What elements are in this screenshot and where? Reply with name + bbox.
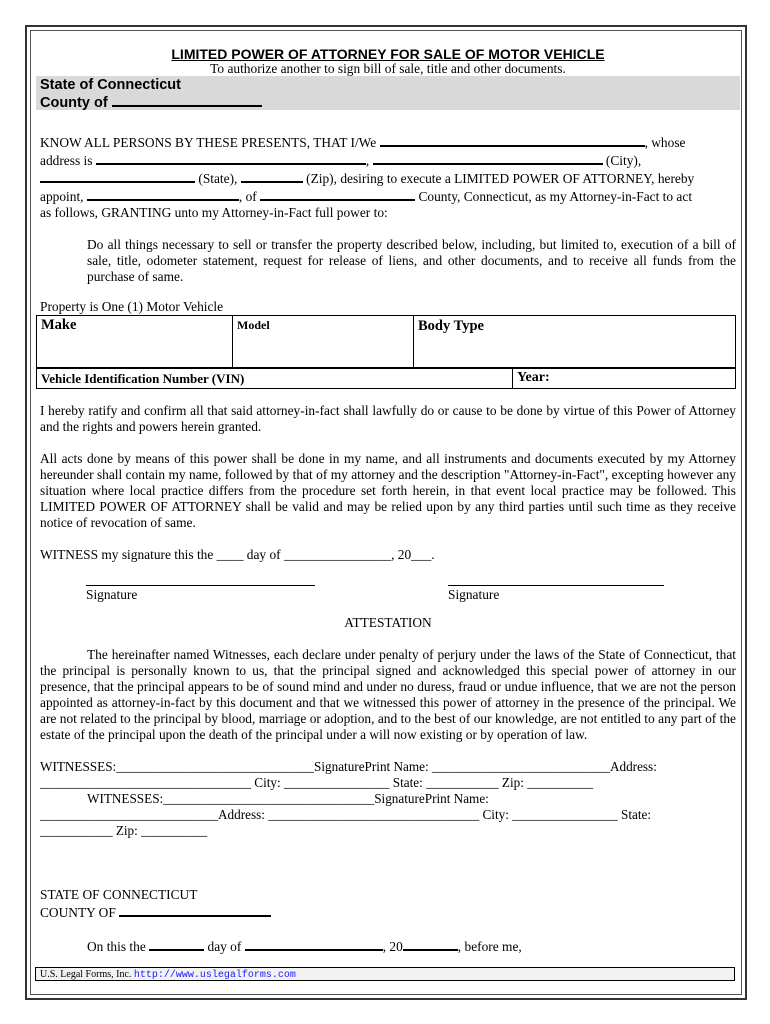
county-field[interactable] (112, 93, 262, 107)
signature-label-1: Signature (86, 587, 138, 602)
state-county-header (36, 76, 740, 110)
witness-line-4[interactable]: ___________________________Address: ________________________________ City: ________________ State: (40, 807, 652, 822)
footer-link[interactable]: http://www.uslegalforms.com (133, 970, 296, 981)
document-body (40, 46, 736, 955)
attorney-county-field[interactable] (260, 187, 415, 201)
city-field[interactable] (373, 151, 603, 165)
vehicle-table (36, 315, 736, 368)
signature-line-1[interactable] (86, 575, 315, 586)
signature-label-2: Signature (448, 587, 500, 602)
make-cell[interactable]: Make (37, 316, 233, 368)
notary-block (40, 887, 736, 955)
document-title: LIMITED POWER OF ATTORNEY FOR SALE OF MOTOR VEHICLE (171, 46, 605, 62)
witness-line-3[interactable]: WITNESSES:________________________________SignaturePrint Name: (87, 791, 489, 806)
year-cell[interactable]: Year: (513, 369, 736, 389)
notary-year-field[interactable] (403, 937, 458, 951)
witness-signature-line: WITNESS my signature this the ____ day of ________________, 20___. (40, 547, 435, 562)
powers-paragraph: Do all things necessary to sell or transfer the property described below, including, but limited to, execution of a bill of sale, title, odometer statement, request for release of liens, and other documents, and to receive all funds from the purchase of same. (87, 237, 736, 284)
signature-line-2[interactable] (448, 575, 664, 586)
notary-month-field[interactable] (245, 937, 383, 951)
notary-county-field[interactable] (119, 903, 271, 917)
vin-table (36, 368, 736, 389)
witness-line-2[interactable]: ________________________________ City: ________________ State: ___________ Zip: __________ (40, 775, 594, 790)
notary-county: COUNTY OF (40, 903, 736, 921)
vin-cell[interactable]: Vehicle Identification Number (VIN) (37, 369, 513, 389)
witness-line-5[interactable]: ___________ Zip: __________ (40, 823, 208, 838)
witnesses-block (40, 759, 736, 839)
property-label: Property is One (1) Motor Vehicle (40, 299, 224, 314)
attestation-title: ATTESTATION (344, 615, 432, 630)
footer-bar (35, 967, 735, 981)
model-cell[interactable]: Model (233, 316, 414, 368)
know-all-paragraph: KNOW ALL PERSONS BY THESE PRESENTS, THAT I/We , whose address is , (City), (State), (Zip), desiring to execute a LIMITED POWER OF ATTORNEY, hereby appoint, , of County, Connecticut, as my Attorney-in-Fact to act as follows, GRANTING unto my Attorney-in-Fact full power to: (40, 135, 695, 220)
document-subtitle: To authorize another to sign bill of sale, title and other documents. (210, 61, 566, 76)
footer-company: U.S. Legal Forms, Inc. (40, 969, 132, 980)
witness-line-1[interactable]: WITNESSES:______________________________SignaturePrint Name: ___________________________Address: (40, 759, 657, 774)
body-type-cell[interactable]: Body Type (414, 316, 736, 368)
state-field[interactable] (40, 169, 195, 183)
principal-name-field[interactable] (380, 133, 645, 147)
all-acts-paragraph: All acts done by means of this power shall be done in my name, and all instruments and documents executed by my Attorney hereunder shall contain my name, followed by that of my attorney and the description "Attorney-in-Fact", excepting however any situation where local practice differs from the procedure set forth herein, in that event local practice may be followed. This LIMITED POWER OF ATTORNEY shall be valid and may be relied upon by any third parties until such time as they receive notice of revocation of same. (40, 451, 736, 530)
notary-on-this-line: On this the day of , 20 , before me, (87, 939, 522, 954)
zip-field[interactable] (241, 169, 303, 183)
signature-row (40, 575, 736, 609)
county-line: County of (40, 93, 736, 111)
ratify-paragraph: I hereby ratify and confirm all that said attorney-in-fact shall lawfully do or cause to be done by virtue of this Power of Attorney and the rights and powers herein granted. (40, 403, 736, 434)
address-field[interactable] (96, 151, 366, 165)
notary-day-field[interactable] (149, 937, 204, 951)
notary-state: STATE OF CONNECTICUT (40, 887, 198, 902)
attorney-name-field[interactable] (87, 187, 239, 201)
state-line: State of Connecticut (40, 77, 181, 93)
attestation-paragraph: The hereinafter named Witnesses, each declare under penalty of perjury under the laws of the State of Connecticut, that the principal is personally known to us, that the principal signed and acknowledged this special power of attorney in our presence, that the principal appears to be of sound mind and under no duress, fraud or undue influence, that we are not the person appointed as attorney-in-fact by this document and that we witnessed this power of attorney in the presence of the principal. We are not related to the principal by blood, marriage or adoption, and to the best of our knowledge, are not entitled to any part of the estate of the principal upon the death of the principal under a will now existing or by operation of law. (40, 647, 736, 742)
